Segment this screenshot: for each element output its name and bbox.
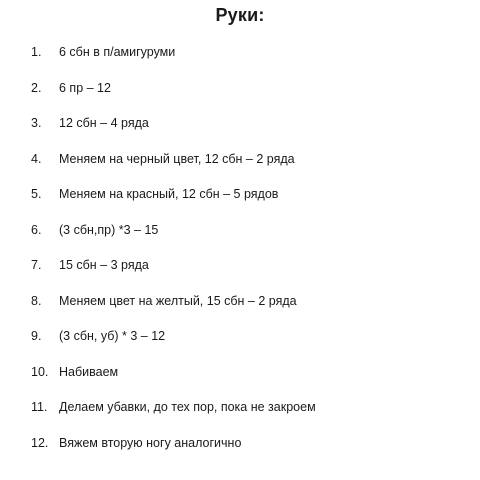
item-text: 12 сбн – 4 ряда <box>59 116 149 130</box>
item-number: 8. <box>31 293 42 308</box>
item-text: (3 сбн,пр) *3 – 15 <box>59 222 159 237</box>
item-number: 2. <box>31 80 42 95</box>
list-item <box>0 292 480 328</box>
list-item <box>0 185 480 221</box>
list-item <box>0 398 480 434</box>
list-item <box>0 79 480 115</box>
item-number: 7. <box>31 258 42 272</box>
item-text: Меняем на красный, 12 сбн – 5 рядов <box>59 187 279 201</box>
item-number: 11. <box>31 400 48 414</box>
list-item <box>0 327 480 363</box>
document-title: Руки: <box>215 5 265 25</box>
item-text: Делаем убавки, до тех пор, пока не закроем <box>59 400 316 414</box>
item-text: (3 сбн, уб) * 3 – 12 <box>59 329 166 343</box>
item-number: 5. <box>31 187 42 201</box>
item-text: Меняем на черный цвет, 12 сбн – 2 ряда <box>59 151 295 166</box>
list-item <box>0 256 480 292</box>
list-item <box>0 363 480 399</box>
item-number: 1. <box>31 45 42 59</box>
list-item <box>0 150 480 186</box>
list-item <box>0 221 480 257</box>
item-number: 12. <box>31 435 49 450</box>
item-number: 6. <box>31 222 42 237</box>
item-number: 3. <box>31 116 42 130</box>
item-text: Меняем цвет на желтый, 15 сбн – 2 ряда <box>59 293 297 308</box>
instruction-list <box>0 43 480 469</box>
list-item <box>0 114 480 150</box>
list-item <box>0 434 480 470</box>
item-text: Вяжем вторую ногу аналогично <box>59 435 242 450</box>
list-item <box>0 43 480 79</box>
item-text: 15 сбн – 3 ряда <box>59 258 149 272</box>
item-text: Набиваем <box>59 364 119 379</box>
item-text: 6 пр – 12 <box>59 80 111 95</box>
item-number: 9. <box>31 329 42 343</box>
item-number: 10. <box>31 364 49 379</box>
item-number: 4. <box>31 151 42 166</box>
item-text: 6 сбн в п/амигуруми <box>59 45 176 59</box>
